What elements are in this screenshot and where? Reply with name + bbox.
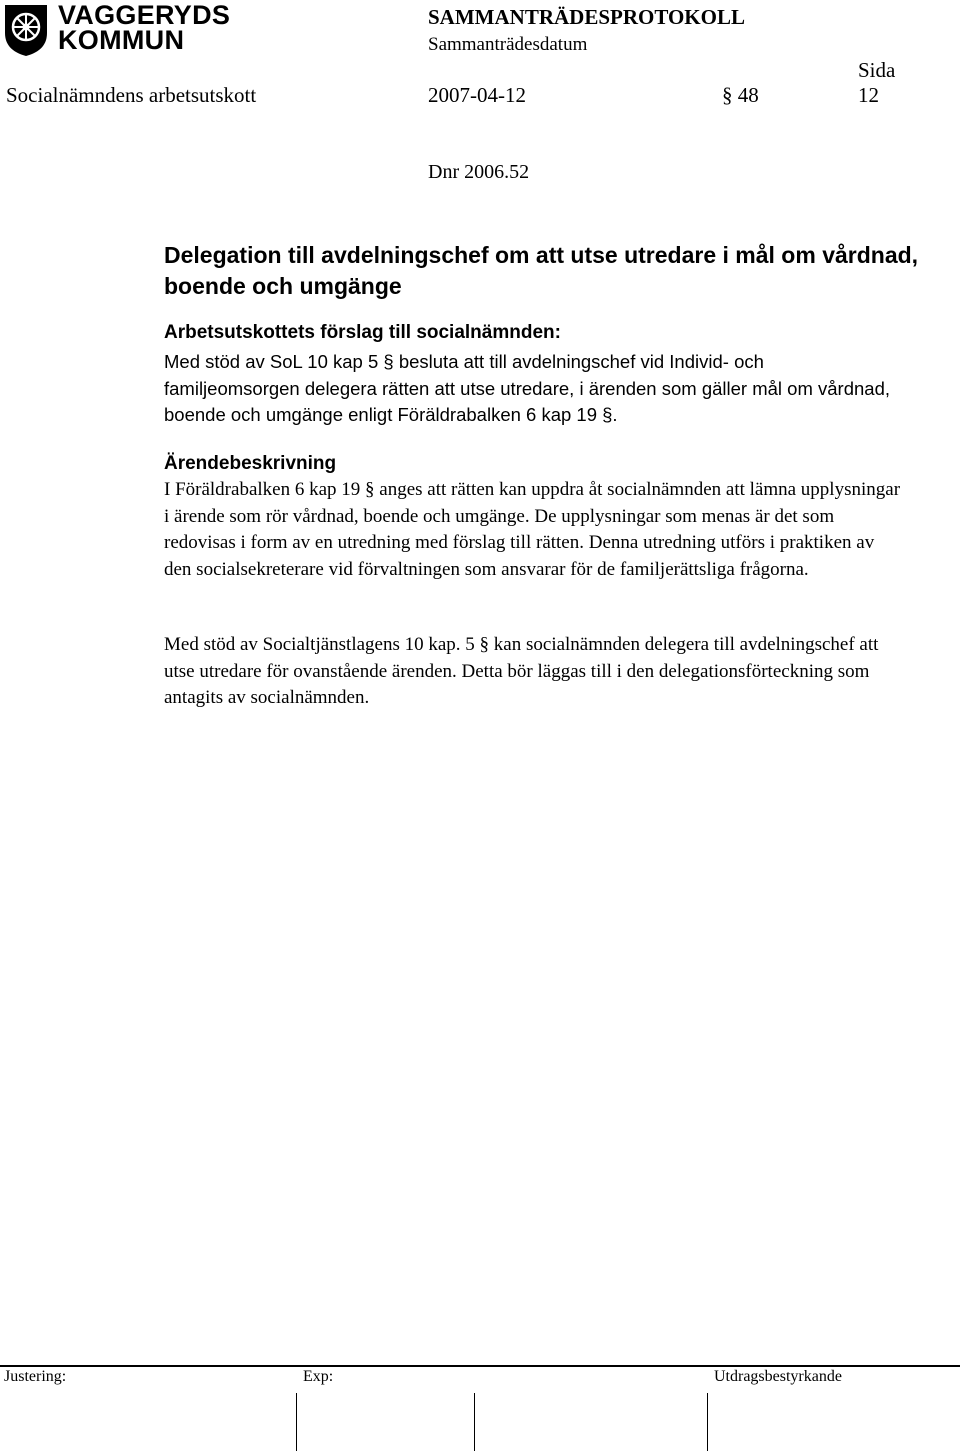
signature-divider-3 xyxy=(707,1393,708,1451)
paragraph-number: § 48 xyxy=(722,83,759,107)
page-label: Sida xyxy=(858,58,896,82)
case-number: Dnr 2006.52 xyxy=(428,161,530,183)
signature-divider-1 xyxy=(296,1393,297,1451)
page-number: 12 xyxy=(858,83,879,107)
description-title: Ärendebeskrivning xyxy=(164,453,337,474)
item-heading: Delegation till avdelningschef om att utse utredare i mål om vårdnad, boende och umgänge xyxy=(164,242,919,299)
logo-line-1: VAGGERYDS xyxy=(58,0,231,30)
footer-justering-label: Justering: xyxy=(4,1368,67,1385)
description-paragraph-2: Med stöd av Socialtjänstlagens 10 kap. 5 § kan socialnämnden delegera till avdelningschef att utse utredare för ovanstående ärenden. Detta bör läggas till i den delegationsförteckning som antagits av socialnämnden. xyxy=(164,634,879,708)
signature-divider-2 xyxy=(474,1393,475,1451)
footer-exp-label: Exp: xyxy=(303,1368,334,1385)
committee-name: Socialnämndens arbetsutskott xyxy=(6,83,257,107)
meeting-date-label: Sammanträdesdatum xyxy=(428,34,588,55)
document-type-title: SAMMANTRÄDESPROTOKOLL xyxy=(428,5,745,29)
meeting-date: 2007-04-12 xyxy=(428,83,526,107)
proposal-text: Med stöd av SoL 10 kap 5 § besluta att till avdelningschef vid Individ- och familjeomsorgen delegera rätten att utse utredare, i ärenden som gäller mål om vårdnad, boende och umgänge enligt Föräldrabalken 6 kap 19 §. xyxy=(164,351,890,425)
logo-wordmark xyxy=(58,0,231,55)
footer-utdrag-label: Utdragsbestyrkande xyxy=(714,1368,842,1385)
coat-of-arms-icon xyxy=(3,3,49,57)
municipality-logo xyxy=(3,0,231,57)
description-paragraph-1: I Föräldrabalken 6 kap 19 § anges att rätten kan uppdra åt socialnämnden att lämna upplysningar i ärende som rör vårdnad, boende och umgänge. De upplysningar som menas är det som redovisas i form av en utredning med förslag till rätten. Denna utredning utförs i praktiken av den socialsekreterare vid förvaltningen som ansvarar för de familjerättsliga frågorna. xyxy=(164,479,901,580)
footer-divider xyxy=(0,1365,960,1367)
proposal-title: Arbetsutskottets förslag till socialnämnden: xyxy=(164,322,561,343)
logo-line-2: KOMMUN xyxy=(58,25,185,55)
